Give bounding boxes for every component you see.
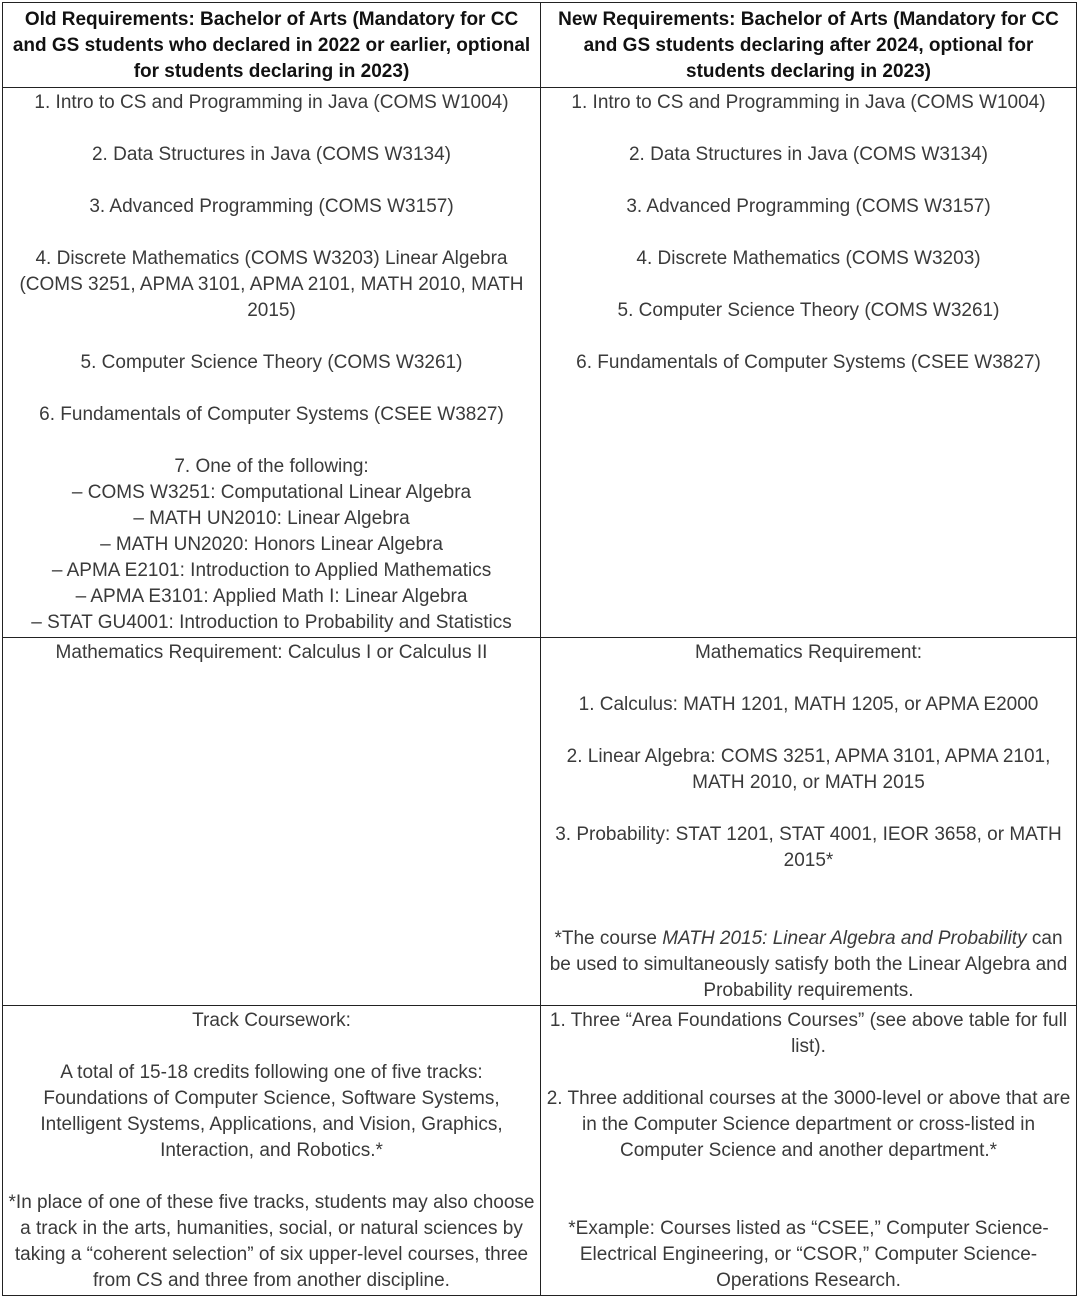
math-requirement-row — [3, 638, 1077, 1006]
new-track-item: 2. Three additional courses at the 3000-level or above that are in the Computer Science department or cross-listed in Computer Science and another department.* — [546, 1088, 1071, 1161]
new-core-item: 5. Computer Science Theory (COMS W3261) — [617, 300, 1000, 321]
new-core-item: 2. Data Structures in Java (COMS W3134) — [628, 144, 988, 165]
old-requirements-header: Old Requirements: Bachelor of Arts (Mandatory for CC and GS students who declared in 2022 or earlier, optional for students declaring in 2023) — [3, 3, 541, 88]
old-math-requirement-cell — [3, 638, 541, 1006]
new-math-title: Mathematics Requirement: — [694, 642, 923, 663]
old-core-item: 2. Data Structures in Java (COMS W3134) — [91, 144, 451, 165]
old-track-footnote: *In place of one of these five tracks, students may also choose a track in the arts, humanities, social, or natural sciences by taking a “coherent selection” of six upper-level courses, three from CS and three from another discipline. — [8, 1192, 535, 1291]
new-track-item: 1. Three “Area Foundations Courses” (see above table for full list). — [549, 1010, 1068, 1057]
old-math-requirement: Mathematics Requirement: Calculus I or Calculus II — [55, 642, 488, 663]
footnote-suffix: can be used to simultaneously satisfy both the Linear Algebra and Probability requirements. — [549, 928, 1068, 1001]
footnote-course-name: MATH 2015: Linear Algebra and Probability — [662, 928, 1027, 949]
old-core-item: 3. Advanced Programming (COMS W3157) — [89, 196, 454, 217]
footnote-prefix: *The course — [554, 928, 663, 949]
new-core-item: 4. Discrete Mathematics (COMS W3203) — [636, 248, 981, 269]
old-track-coursework-cell — [3, 1006, 541, 1296]
old-core-item: 5. Computer Science Theory (COMS W3261) — [80, 352, 463, 373]
header-row — [3, 3, 1077, 88]
option-item: – MATH UN2020: Honors Linear Algebra — [100, 534, 443, 555]
new-math-item: 1. Calculus: MATH 1201, MATH 1205, or APMA E2000 — [578, 694, 1039, 715]
old-core-courses-cell — [3, 88, 541, 638]
new-track-coursework-cell — [541, 1006, 1077, 1296]
new-math-footnote — [544, 926, 1073, 1004]
old-track-body: A total of 15-18 credits following one of five tracks: Foundations of Computer Science, Software Systems, Intelligent Systems, Applications, and Vision, Graphics, Interaction, and Robotics.* — [40, 1062, 503, 1161]
old-core-item-7-title: 7. One of the following: — [174, 456, 369, 477]
old-core-item: 1. Intro to CS and Programming in Java (COMS W1004) — [34, 92, 509, 113]
option-item: – APMA E2101: Introduction to Applied Mathematics — [51, 560, 492, 581]
old-track-title: Track Coursework: — [192, 1010, 351, 1031]
old-core-item-7 — [6, 454, 537, 636]
old-core-item: 6. Fundamentals of Computer Systems (CSEE W3827) — [39, 404, 504, 425]
option-item: – APMA E3101: Applied Math I: Linear Algebra — [75, 586, 468, 607]
new-core-courses-cell — [541, 88, 1077, 638]
new-math-item: 3. Probability: STAT 1201, STAT 4001, IEOR 3658, or MATH 2015* — [555, 824, 1062, 871]
requirements-comparison-table — [2, 2, 1077, 1296]
new-core-item: 6. Fundamentals of Computer Systems (CSEE W3827) — [576, 352, 1041, 373]
core-courses-row — [3, 88, 1077, 638]
old-core-item: 4. Discrete Mathematics (COMS W3203) Linear Algebra (COMS 3251, APMA 3101, APMA 2101, MATH 2010, MATH 2015) — [19, 248, 524, 321]
new-core-item: 3. Advanced Programming (COMS W3157) — [626, 196, 991, 217]
new-core-item: 1. Intro to CS and Programming in Java (COMS W1004) — [571, 92, 1046, 113]
track-coursework-row — [3, 1006, 1077, 1296]
option-item: – MATH UN2010: Linear Algebra — [133, 508, 410, 529]
new-math-item: 2. Linear Algebra: COMS 3251, APMA 3101, APMA 2101, MATH 2010, or MATH 2015 — [566, 746, 1051, 793]
new-math-requirement-cell — [541, 638, 1077, 1006]
option-item: – STAT GU4001: Introduction to Probability and Statistics — [31, 612, 512, 633]
new-track-footnote: *Example: Courses listed as “CSEE,” Computer Science-Electrical Engineering, or “CSOR,” Computer Science-Operations Research. — [568, 1218, 1049, 1291]
option-item: – COMS W3251: Computational Linear Algebra — [71, 482, 472, 503]
new-requirements-header: New Requirements: Bachelor of Arts (Mandatory for CC and GS students declaring after 2024, optional for students declaring in 2023) — [541, 3, 1077, 88]
